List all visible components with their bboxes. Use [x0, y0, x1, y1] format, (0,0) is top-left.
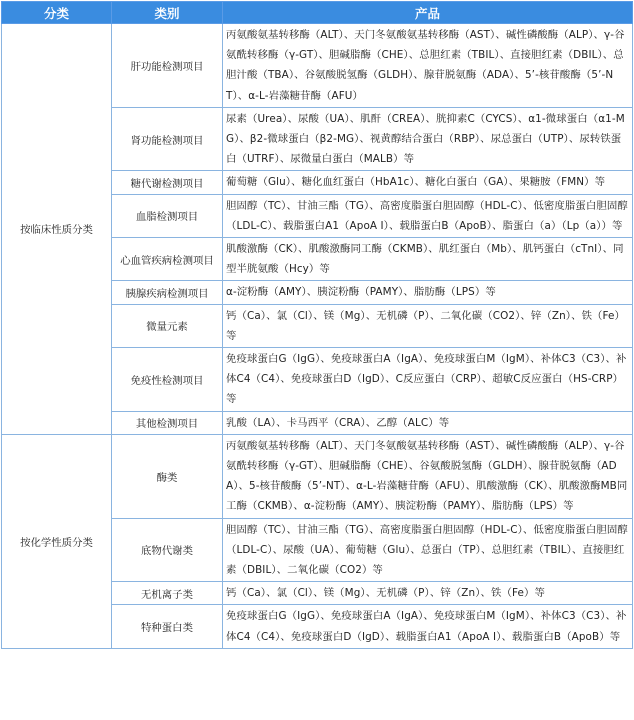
- subcategory-cell: 其他检测项目: [112, 411, 223, 434]
- header-products: 产品: [223, 2, 633, 24]
- products-table: [1, 1, 633, 649]
- table-row: [2, 434, 633, 518]
- products-cell: 胆固醇（TC）、甘油三酯（TG）、高密度脂蛋白胆固醇（HDL-C）、低密度脂蛋白胆固醇（LDL-C）、尿酸（UA）、葡萄糖（Glu）、总蛋白（TP）、总胆红素（TBIL）、直接胆红素（DBIL）、二氧化碳（CO2）等: [223, 518, 633, 582]
- subcategory-cell: 特种蛋白类: [112, 605, 223, 648]
- table-row: [2, 24, 633, 108]
- subcategory-cell: 肝功能检测项目: [112, 24, 223, 108]
- header-category: 分类: [2, 2, 112, 24]
- subcategory-cell: 酶类: [112, 434, 223, 518]
- subcategory-cell: 微量元素: [112, 304, 223, 347]
- products-cell: 免疫球蛋白G（IgG）、免疫球蛋白A（IgA）、免疫球蛋白M（IgM）、补体C3（C3）、补体C4（C4）、免疫球蛋白D（IgD）、载脂蛋白A1（ApoA I）、载脂蛋白B（ApoB）等: [223, 605, 633, 648]
- subcategory-cell: 糖代谢检测项目: [112, 171, 223, 194]
- products-cell: 尿素（Urea）、尿酸（UA）、肌酐（CREA）、胱抑素C（CYCS）、α1-微球蛋白（α1-MG）、β2-微球蛋白（β2-MG）、视黄醇结合蛋白（RBP）、尿总蛋白（UTP）、尿转铁蛋白（UTRF）、尿微量白蛋白（MALB）等: [223, 107, 633, 171]
- products-cell: 钙（Ca）、氯（Cl）、镁（Mg）、无机磷（P）、二氧化碳（CO2）、锌（Zn）、铁（Fe）等: [223, 304, 633, 347]
- products-cell: 丙氨酸氨基转移酶（ALT）、天门冬氨酸氨基转移酶（AST）、碱性磷酸酶（ALP）、γ-谷氨酰转移酶（γ-GT）、胆碱脂酶（CHE）、谷氨酸脱氢酶（GLDH）、腺苷脱氨酶（ADA）、5-核苷酸酶（5’-NT）、α-L-岩藻糖苷酶（AFU）、肌酸激酶（CK）、肌酸激酶MB同工酶（CKMB）、α-淀粉酶（AMY）、胰淀粉酶（PAMY）、脂肪酶（LPS）等: [223, 434, 633, 518]
- category-clinical: 按临床性质分类: [2, 24, 112, 435]
- subcategory-cell: 无机离子类: [112, 582, 223, 605]
- products-cell: 乳酸（LA）、卡马西平（CRA）、乙醇（ALC）等: [223, 411, 633, 434]
- subcategory-cell: 心血管疾病检测项目: [112, 238, 223, 281]
- subcategory-cell: 免疫性检测项目: [112, 348, 223, 412]
- products-cell: 免疫球蛋白G（IgG）、免疫球蛋白A（IgA）、免疫球蛋白M（IgM）、补体C3（C3）、补体C4（C4）、免疫球蛋白D（IgD）、C反应蛋白（CRP）、超敏C反应蛋白（HS-CRP）等: [223, 348, 633, 412]
- products-cell: 丙氨酸氨基转移酶（ALT）、天门冬氨酸氨基转移酶（AST）、碱性磷酸酶（ALP）、γ-谷氨酰转移酶（γ-GT）、胆碱脂酶（CHE）、总胆红素（TBIL）、直接胆红素（DBIL）、总胆汁酸（TBA）、谷氨酸脱氢酶（GLDH）、腺苷脱氨酶（ADA）、5’-核苷酸酶（5’-NT）、α-L-岩藻糖苷酶（AFU）: [223, 24, 633, 108]
- subcategory-cell: 底物代谢类: [112, 518, 223, 582]
- products-cell: 葡萄糖（Glu）、糖化血红蛋白（HbA1c）、糖化白蛋白（GA）、果糖胺（FMN）等: [223, 171, 633, 194]
- products-cell: 钙（Ca）、氯（Cl）、镁（Mg）、无机磷（P）、锌（Zn）、铁（Fe）等: [223, 582, 633, 605]
- subcategory-cell: 胰腺疾病检测项目: [112, 281, 223, 304]
- products-cell: α-淀粉酶（AMY）、胰淀粉酶（PAMY）、脂肪酶（LPS）等: [223, 281, 633, 304]
- category-chemical: 按化学性质分类: [2, 434, 112, 648]
- header-row: [2, 2, 633, 24]
- products-cell: 胆固醇（TC）、甘油三酯（TG）、高密度脂蛋白胆固醇（HDL-C）、低密度脂蛋白胆固醇（LDL-C）、载脂蛋白A1（ApoA I）、载脂蛋白B（ApoB）、脂蛋白（a）（Lp（a））等: [223, 194, 633, 237]
- subcategory-cell: 肾功能检测项目: [112, 107, 223, 171]
- header-subcategory: 类别: [112, 2, 223, 24]
- products-cell: 肌酸激酶（CK）、肌酸激酶同工酶（CKMB）、肌红蛋白（Mb）、肌钙蛋白（cTnI）、同型半胱氨酸（Hcy）等: [223, 238, 633, 281]
- subcategory-cell: 血脂检测项目: [112, 194, 223, 237]
